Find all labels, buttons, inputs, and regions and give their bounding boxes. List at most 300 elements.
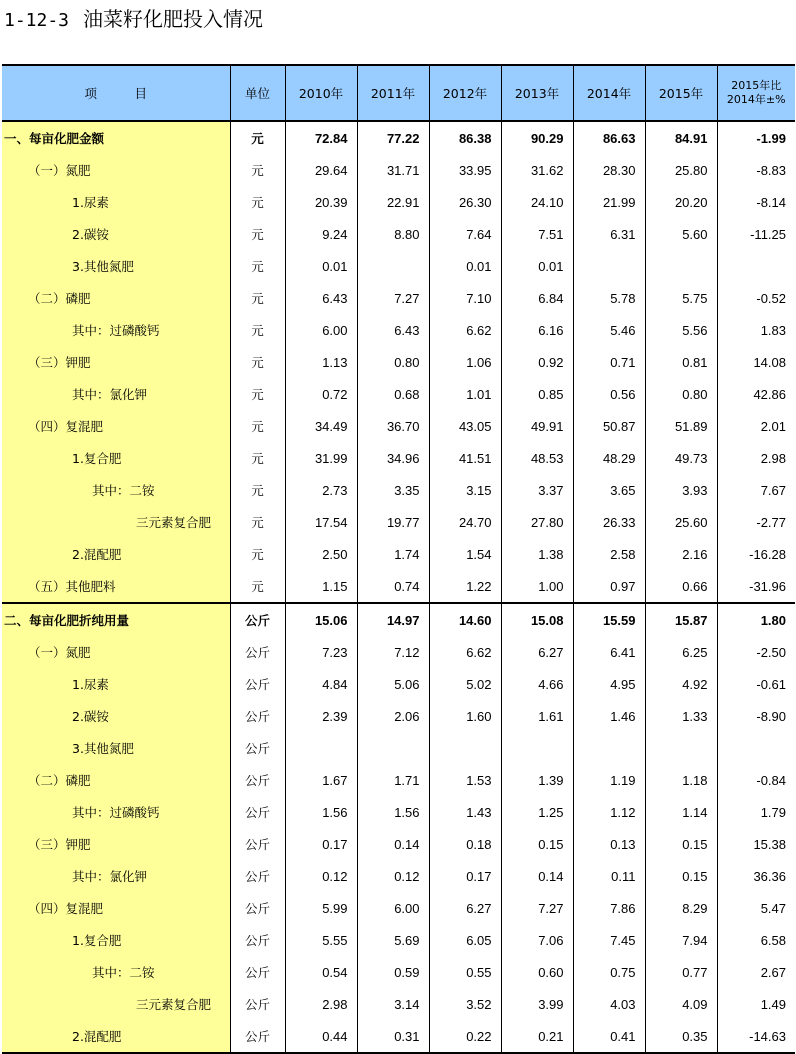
cell-change-percent: -2.77: [717, 506, 795, 538]
cell-value: 0.55: [429, 956, 501, 988]
cell-value: 1.06: [429, 346, 501, 378]
cell-change-percent: 14.08: [717, 346, 795, 378]
cell-value: 34.96: [357, 442, 429, 474]
table-row: [2, 186, 795, 218]
cell-value: 15.06: [285, 603, 357, 636]
cell-value: 0.11: [573, 860, 645, 892]
page-title: [4, 4, 263, 34]
header-year-2010: 2010年: [285, 65, 357, 121]
cell-value: 51.89: [645, 410, 717, 442]
cell-value: 5.56: [645, 314, 717, 346]
cell-value: 0.80: [645, 378, 717, 410]
row-unit: 公斤: [230, 700, 285, 732]
cell-change-percent: 2.98: [717, 442, 795, 474]
row-label: 2.混配肥: [2, 1020, 230, 1053]
cell-value: 0.56: [573, 378, 645, 410]
cell-value: 3.93: [645, 474, 717, 506]
row-label: 其中：过磷酸钙: [2, 796, 230, 828]
cell-value: 0.01: [501, 250, 573, 282]
table-row: [2, 314, 795, 346]
cell-value: 24.10: [501, 186, 573, 218]
row-label: 2.碳铵: [2, 700, 230, 732]
row-label: 1.复合肥: [2, 924, 230, 956]
cell-value: 20.39: [285, 186, 357, 218]
cell-value: 1.61: [501, 700, 573, 732]
cell-value: [573, 732, 645, 764]
header-change-line2: 2014年±%: [726, 93, 786, 106]
cell-value: 50.87: [573, 410, 645, 442]
table-row: [2, 732, 795, 764]
table-row: [2, 474, 795, 506]
row-label: 3.其他氮肥: [2, 732, 230, 764]
header-change: [717, 65, 795, 121]
cell-value: 4.03: [573, 988, 645, 1020]
cell-value: 24.70: [429, 506, 501, 538]
cell-value: 3.14: [357, 988, 429, 1020]
row-label: 1.尿素: [2, 668, 230, 700]
cell-value: 0.68: [357, 378, 429, 410]
cell-value: 0.74: [357, 570, 429, 603]
cell-value: 1.00: [501, 570, 573, 603]
table-row: [2, 796, 795, 828]
row-unit: 公斤: [230, 764, 285, 796]
cell-value: 1.38: [501, 538, 573, 570]
row-unit: 公斤: [230, 1020, 285, 1053]
cell-change-percent: -2.50: [717, 636, 795, 668]
cell-value: 14.60: [429, 603, 501, 636]
table-row: [2, 764, 795, 796]
cell-value: 4.09: [645, 988, 717, 1020]
cell-value: 1.39: [501, 764, 573, 796]
table-row: [2, 282, 795, 314]
cell-change-percent: 42.86: [717, 378, 795, 410]
table-row: [2, 506, 795, 538]
cell-value: 0.81: [645, 346, 717, 378]
cell-value: 20.20: [645, 186, 717, 218]
cell-value: 0.17: [285, 828, 357, 860]
cell-value: 0.21: [501, 1020, 573, 1053]
cell-change-percent: -0.61: [717, 668, 795, 700]
cell-change-percent: 1.49: [717, 988, 795, 1020]
cell-value: 6.62: [429, 314, 501, 346]
row-unit: 公斤: [230, 860, 285, 892]
cell-value: 86.63: [573, 121, 645, 154]
table-row: [2, 860, 795, 892]
table-row: [2, 988, 795, 1020]
row-unit: 元: [230, 121, 285, 154]
cell-change-percent: -11.25: [717, 218, 795, 250]
table-row: [2, 538, 795, 570]
header-item: 项 目: [2, 65, 230, 121]
cell-change-percent: -31.96: [717, 570, 795, 603]
row-unit: 元: [230, 282, 285, 314]
row-unit: 元: [230, 538, 285, 570]
cell-value: 0.75: [573, 956, 645, 988]
cell-value: [357, 250, 429, 282]
row-unit: 元: [230, 474, 285, 506]
cell-value: 3.99: [501, 988, 573, 1020]
table-row: [2, 218, 795, 250]
cell-value: 6.84: [501, 282, 573, 314]
cell-value: 3.35: [357, 474, 429, 506]
table-body: [2, 121, 795, 1053]
table-row: [2, 603, 795, 636]
cell-value: 1.13: [285, 346, 357, 378]
row-unit: 元: [230, 314, 285, 346]
cell-value: 2.50: [285, 538, 357, 570]
cell-value: 7.51: [501, 218, 573, 250]
row-label: （四）复混肥: [2, 410, 230, 442]
cell-value: 36.70: [357, 410, 429, 442]
row-unit: 元: [230, 410, 285, 442]
cell-value: 7.06: [501, 924, 573, 956]
cell-value: 7.45: [573, 924, 645, 956]
cell-value: 29.64: [285, 154, 357, 186]
cell-value: 1.56: [285, 796, 357, 828]
cell-value: 2.58: [573, 538, 645, 570]
cell-change-percent: -14.63: [717, 1020, 795, 1053]
cell-value: 0.14: [501, 860, 573, 892]
table-row: [2, 346, 795, 378]
cell-value: 34.49: [285, 410, 357, 442]
cell-value: 6.43: [357, 314, 429, 346]
cell-change-percent: -16.28: [717, 538, 795, 570]
row-unit: 元: [230, 218, 285, 250]
cell-value: 6.25: [645, 636, 717, 668]
cell-value: 1.14: [645, 796, 717, 828]
cell-value: 5.06: [357, 668, 429, 700]
cell-change-percent: 6.58: [717, 924, 795, 956]
cell-value: 4.66: [501, 668, 573, 700]
table-row: [2, 410, 795, 442]
cell-value: 0.12: [285, 860, 357, 892]
table-row: [2, 956, 795, 988]
cell-value: 1.19: [573, 764, 645, 796]
table-row: [2, 828, 795, 860]
header-unit: 单位: [230, 65, 285, 121]
cell-value: 2.06: [357, 700, 429, 732]
cell-change-percent: [717, 732, 795, 764]
row-label: 其中：氯化钾: [2, 860, 230, 892]
cell-value: 0.22: [429, 1020, 501, 1053]
row-label: 其中：二铵: [2, 956, 230, 988]
row-label: （二）磷肥: [2, 764, 230, 796]
header-year-2014: 2014年: [573, 65, 645, 121]
cell-value: 7.27: [501, 892, 573, 924]
cell-value: 0.71: [573, 346, 645, 378]
row-label: （三）钾肥: [2, 346, 230, 378]
row-label: （三）钾肥: [2, 828, 230, 860]
cell-value: 1.54: [429, 538, 501, 570]
table-number: 1-12-3: [4, 10, 70, 31]
cell-value: 1.46: [573, 700, 645, 732]
cell-value: 48.29: [573, 442, 645, 474]
header-year-2011: 2011年: [357, 65, 429, 121]
cell-value: 2.16: [645, 538, 717, 570]
row-label: 1.复合肥: [2, 442, 230, 474]
cell-value: 7.10: [429, 282, 501, 314]
cell-value: 26.30: [429, 186, 501, 218]
row-unit: 元: [230, 570, 285, 603]
row-label: （四）复混肥: [2, 892, 230, 924]
cell-value: 0.59: [357, 956, 429, 988]
cell-value: 1.01: [429, 378, 501, 410]
cell-value: 5.02: [429, 668, 501, 700]
cell-value: 3.15: [429, 474, 501, 506]
cell-value: 7.86: [573, 892, 645, 924]
cell-value: 21.99: [573, 186, 645, 218]
cell-change-percent: 7.67: [717, 474, 795, 506]
cell-change-percent: -1.99: [717, 121, 795, 154]
cell-value: 1.60: [429, 700, 501, 732]
cell-value: 1.56: [357, 796, 429, 828]
cell-value: 22.91: [357, 186, 429, 218]
cell-value: 0.60: [501, 956, 573, 988]
cell-value: 43.05: [429, 410, 501, 442]
cell-value: 1.18: [645, 764, 717, 796]
cell-change-percent: -0.52: [717, 282, 795, 314]
cell-value: 25.60: [645, 506, 717, 538]
row-unit: 公斤: [230, 796, 285, 828]
cell-value: 6.05: [429, 924, 501, 956]
cell-value: 49.73: [645, 442, 717, 474]
cell-value: 0.41: [573, 1020, 645, 1053]
table-row: [2, 892, 795, 924]
cell-value: 33.95: [429, 154, 501, 186]
row-label: （一）氮肥: [2, 636, 230, 668]
cell-value: 26.33: [573, 506, 645, 538]
cell-change-percent: [717, 250, 795, 282]
row-unit: 元: [230, 186, 285, 218]
cell-value: 31.62: [501, 154, 573, 186]
cell-change-percent: 5.47: [717, 892, 795, 924]
cell-value: 6.41: [573, 636, 645, 668]
cell-value: [429, 732, 501, 764]
cell-value: 0.18: [429, 828, 501, 860]
cell-value: 1.74: [357, 538, 429, 570]
cell-value: 5.78: [573, 282, 645, 314]
cell-change-percent: -8.90: [717, 700, 795, 732]
row-label: 一、每亩化肥金额: [2, 121, 230, 154]
cell-value: 0.14: [357, 828, 429, 860]
cell-value: 14.97: [357, 603, 429, 636]
cell-value: 0.35: [645, 1020, 717, 1053]
cell-value: 72.84: [285, 121, 357, 154]
cell-value: 84.91: [645, 121, 717, 154]
table-row: [2, 668, 795, 700]
cell-value: 0.15: [501, 828, 573, 860]
cell-value: [357, 732, 429, 764]
cell-value: 6.43: [285, 282, 357, 314]
row-label: 其中：过磷酸钙: [2, 314, 230, 346]
cell-value: 1.22: [429, 570, 501, 603]
row-label: （一）氮肥: [2, 154, 230, 186]
cell-value: [645, 250, 717, 282]
cell-value: 7.27: [357, 282, 429, 314]
cell-value: 0.01: [285, 250, 357, 282]
cell-value: 7.23: [285, 636, 357, 668]
row-label: （五）其他肥料: [2, 570, 230, 603]
cell-value: 1.53: [429, 764, 501, 796]
cell-value: 9.24: [285, 218, 357, 250]
cell-value: 8.29: [645, 892, 717, 924]
header-year-2012: 2012年: [429, 65, 501, 121]
cell-value: 31.99: [285, 442, 357, 474]
cell-value: 90.29: [501, 121, 573, 154]
cell-value: 48.53: [501, 442, 573, 474]
cell-value: 7.64: [429, 218, 501, 250]
cell-value: 3.65: [573, 474, 645, 506]
cell-value: 5.55: [285, 924, 357, 956]
row-unit: 公斤: [230, 892, 285, 924]
cell-value: 0.15: [645, 828, 717, 860]
table-title: 油菜籽化肥投入情况: [83, 7, 264, 31]
table-row: [2, 442, 795, 474]
cell-value: 2.73: [285, 474, 357, 506]
cell-value: 2.98: [285, 988, 357, 1020]
cell-value: 0.85: [501, 378, 573, 410]
cell-value: 3.37: [501, 474, 573, 506]
cell-value: 6.62: [429, 636, 501, 668]
row-label: 3.其他氮肥: [2, 250, 230, 282]
cell-value: [501, 732, 573, 764]
cell-value: [573, 250, 645, 282]
cell-value: 6.31: [573, 218, 645, 250]
cell-value: 6.27: [429, 892, 501, 924]
cell-value: 6.27: [501, 636, 573, 668]
cell-value: 0.17: [429, 860, 501, 892]
cell-value: 6.16: [501, 314, 573, 346]
row-unit: 公斤: [230, 668, 285, 700]
cell-value: 17.54: [285, 506, 357, 538]
cell-value: 4.92: [645, 668, 717, 700]
cell-value: 2.39: [285, 700, 357, 732]
cell-value: 41.51: [429, 442, 501, 474]
row-unit: 元: [230, 506, 285, 538]
cell-value: 0.12: [357, 860, 429, 892]
cell-change-percent: -8.83: [717, 154, 795, 186]
row-unit: 公斤: [230, 924, 285, 956]
header-year-2013: 2013年: [501, 65, 573, 121]
row-label: 三元素复合肥: [2, 988, 230, 1020]
row-label: 1.尿素: [2, 186, 230, 218]
cell-value: 0.15: [645, 860, 717, 892]
cell-change-percent: 15.38: [717, 828, 795, 860]
cell-value: 28.30: [573, 154, 645, 186]
row-unit: 元: [230, 442, 285, 474]
row-unit: 公斤: [230, 732, 285, 764]
cell-value: 0.66: [645, 570, 717, 603]
cell-value: 7.12: [357, 636, 429, 668]
header-year-2015: 2015年: [645, 65, 717, 121]
row-label: 其中：二铵: [2, 474, 230, 506]
cell-value: 25.80: [645, 154, 717, 186]
row-label: （二）磷肥: [2, 282, 230, 314]
cell-value: 0.77: [645, 956, 717, 988]
cell-value: 15.08: [501, 603, 573, 636]
cell-value: 15.59: [573, 603, 645, 636]
cell-change-percent: 2.67: [717, 956, 795, 988]
fertilizer-table: [2, 64, 795, 1054]
cell-value: 1.33: [645, 700, 717, 732]
cell-change-percent: 1.80: [717, 603, 795, 636]
row-unit: 元: [230, 378, 285, 410]
row-unit: 元: [230, 154, 285, 186]
row-label: 2.碳铵: [2, 218, 230, 250]
cell-value: 5.46: [573, 314, 645, 346]
cell-value: [645, 732, 717, 764]
cell-change-percent: -0.84: [717, 764, 795, 796]
cell-change-percent: 1.83: [717, 314, 795, 346]
row-unit: 公斤: [230, 636, 285, 668]
row-label: 二、每亩化肥折纯用量: [2, 603, 230, 636]
cell-value: 0.01: [429, 250, 501, 282]
cell-value: 4.84: [285, 668, 357, 700]
row-label: 2.混配肥: [2, 538, 230, 570]
row-label: 其中：氯化钾: [2, 378, 230, 410]
cell-change-percent: 36.36: [717, 860, 795, 892]
table-row: [2, 636, 795, 668]
row-label: 三元素复合肥: [2, 506, 230, 538]
cell-value: 1.15: [285, 570, 357, 603]
table-row: [2, 700, 795, 732]
cell-change-percent: 2.01: [717, 410, 795, 442]
cell-value: 0.13: [573, 828, 645, 860]
cell-value: 27.80: [501, 506, 573, 538]
cell-value: 0.97: [573, 570, 645, 603]
cell-value: 0.44: [285, 1020, 357, 1053]
cell-value: 1.12: [573, 796, 645, 828]
cell-value: 0.54: [285, 956, 357, 988]
cell-value: 8.80: [357, 218, 429, 250]
table-row: [2, 378, 795, 410]
table-row: [2, 924, 795, 956]
cell-value: 6.00: [357, 892, 429, 924]
table-header-row: [2, 65, 795, 121]
cell-value: 6.00: [285, 314, 357, 346]
cell-value: 1.43: [429, 796, 501, 828]
cell-value: 19.77: [357, 506, 429, 538]
table-row: [2, 250, 795, 282]
cell-value: 5.69: [357, 924, 429, 956]
table-row: [2, 570, 795, 603]
row-unit: 元: [230, 346, 285, 378]
cell-value: 1.67: [285, 764, 357, 796]
table-row: [2, 121, 795, 154]
cell-value: 5.60: [645, 218, 717, 250]
cell-value: 1.71: [357, 764, 429, 796]
row-unit: 公斤: [230, 988, 285, 1020]
cell-value: 4.95: [573, 668, 645, 700]
cell-value: [285, 732, 357, 764]
cell-value: 0.92: [501, 346, 573, 378]
cell-value: 5.75: [645, 282, 717, 314]
cell-value: 0.31: [357, 1020, 429, 1053]
cell-value: 77.22: [357, 121, 429, 154]
table-row: [2, 1020, 795, 1053]
cell-change-percent: -8.14: [717, 186, 795, 218]
row-unit: 公斤: [230, 956, 285, 988]
cell-value: 0.72: [285, 378, 357, 410]
row-unit: 元: [230, 250, 285, 282]
table-row: [2, 154, 795, 186]
cell-value: 1.25: [501, 796, 573, 828]
cell-value: 3.52: [429, 988, 501, 1020]
cell-value: 5.99: [285, 892, 357, 924]
cell-value: 31.71: [357, 154, 429, 186]
cell-value: 0.80: [357, 346, 429, 378]
cell-value: 7.94: [645, 924, 717, 956]
